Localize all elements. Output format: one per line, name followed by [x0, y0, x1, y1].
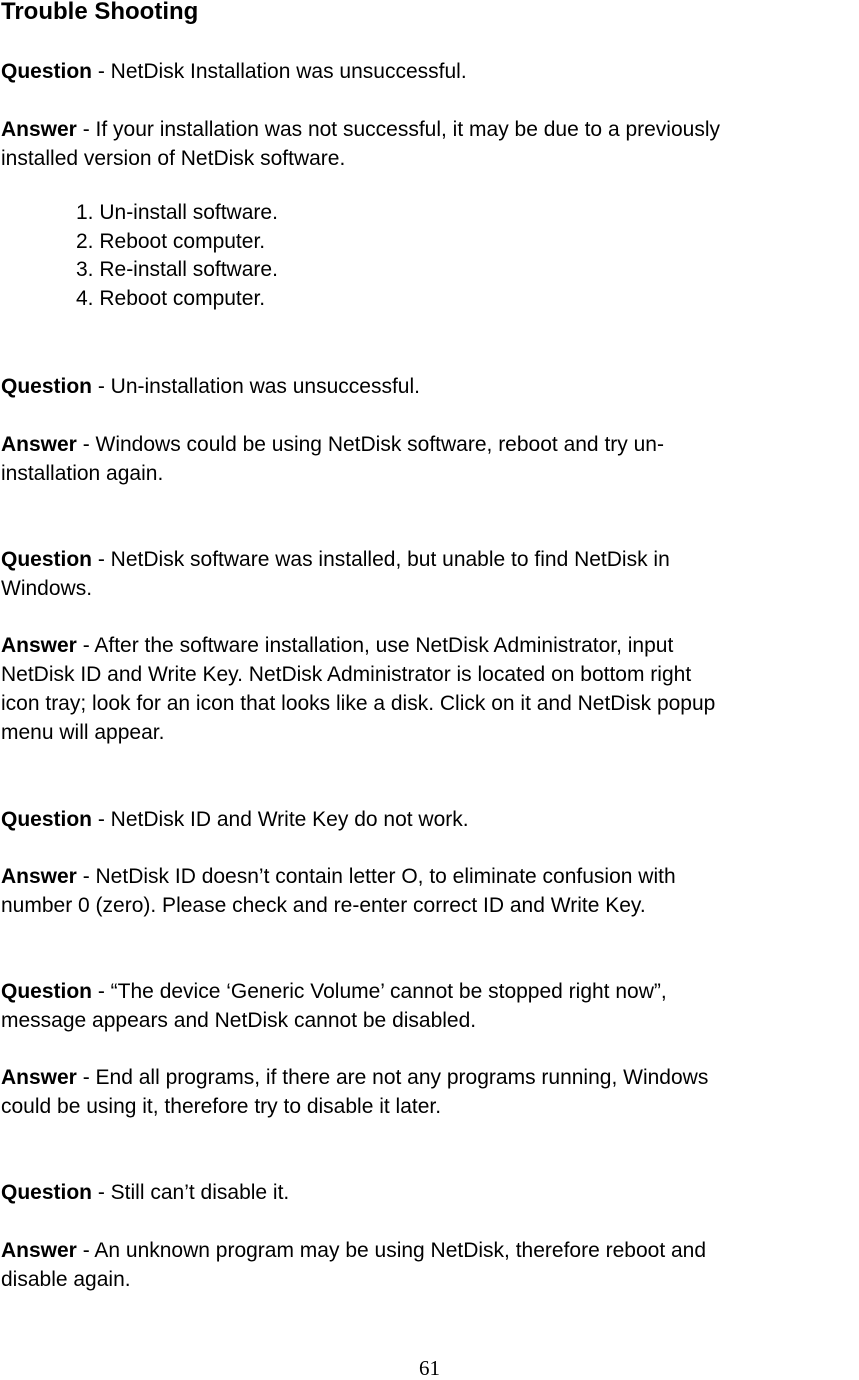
page-number: 61	[419, 1356, 440, 1380]
answer-5-text: - End all programs, if there are not any programs running, Windows could be using it, therefore try to disable it later.	[1, 1066, 709, 1118]
question-5-text: - “The device ‘Generic Volume’ cannot be stopped right now”, message appears and NetDisk cannot be disabled.	[1, 980, 667, 1032]
question-4	[1, 805, 859, 834]
question-2	[1, 372, 859, 401]
question-label: Question	[1, 1181, 93, 1204]
answer-2-text: - Windows could be using NetDisk software, reboot and try un- installation again.	[1, 433, 664, 485]
step-item: 2. Reboot computer.	[76, 229, 266, 253]
page-title: Trouble Shooting	[1, 0, 199, 25]
answer-6-text: - An unknown program may be using NetDisk, therefore reboot and disable again.	[1, 1239, 707, 1291]
answer-label: Answer	[1, 1239, 77, 1262]
answer-4-text: - NetDisk ID doesn’t contain letter O, to eliminate confusion with number 0 (zero). Please check and re-enter correct ID and Write Key.	[1, 865, 676, 917]
answer-2	[1, 430, 859, 488]
question-1	[1, 57, 859, 86]
answer-3	[1, 631, 859, 747]
step-item: 3. Re-install software.	[76, 258, 278, 281]
answer-label: Answer	[1, 1066, 77, 1089]
answer-label: Answer	[1, 865, 77, 888]
question-label: Question	[1, 548, 93, 571]
question-label: Question	[1, 60, 93, 83]
answer-label: Answer	[1, 433, 77, 456]
question-6	[1, 1178, 859, 1207]
answer-1-text: - If your installation was not successful, it may be due to a previously installed version of NetDisk software.	[1, 118, 720, 170]
question-2-text: - Un-installation was unsuccessful.	[92, 375, 420, 398]
question-label: Question	[1, 808, 93, 831]
question-5	[1, 977, 859, 1035]
question-label: Question	[1, 980, 93, 1003]
question-6-text: - Still can’t disable it.	[92, 1181, 290, 1204]
question-3	[1, 545, 859, 603]
answer-6	[1, 1236, 859, 1294]
reinstall-steps-list	[76, 199, 278, 313]
question-1-text: - NetDisk Installation was unsuccessful.	[92, 60, 467, 83]
question-3-text: - NetDisk software was installed, but unable to find NetDisk in Windows.	[1, 548, 670, 600]
question-label: Question	[1, 375, 93, 398]
answer-3-text: - After the software installation, use NetDisk Administrator, input NetDisk ID and Write Key. NetDisk Administrator is located on bottom right icon tray; look for an icon that looks like a disk. Click on it and NetDisk popup menu will appear.	[1, 634, 716, 744]
step-item: 1. Un-install software.	[76, 201, 278, 224]
answer-label: Answer	[1, 634, 77, 657]
question-4-text: - NetDisk ID and Write Key do not work.	[92, 808, 469, 831]
answer-4	[1, 862, 859, 920]
answer-label: Answer	[1, 118, 77, 141]
answer-5	[1, 1063, 859, 1121]
step-item: 4. Reboot computer.	[76, 286, 266, 310]
answer-1	[1, 115, 859, 173]
